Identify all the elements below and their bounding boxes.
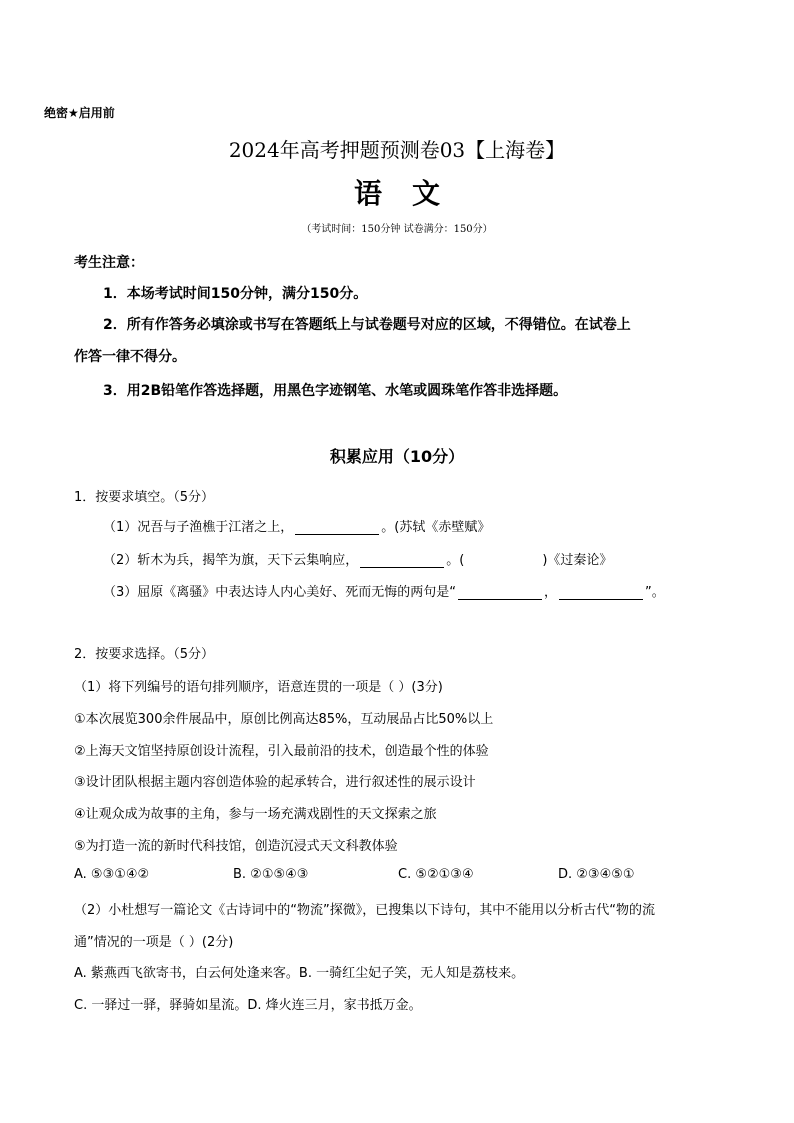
q2-sub1: （1）将下列编号的语句排列顺序，语意连贯的一项是（ ）(3分) (74, 680, 443, 695)
q1-sub2-pre: （2）斩木为兵，揭竿为旗，天下云集响应， (103, 553, 359, 568)
q2-option-b[interactable]: B. ②①⑤④③ (233, 867, 309, 882)
q1-sub1 (103, 516, 490, 535)
q2-sub2: （2）小杜想写一篇论文《古诗词中的“物流”探微》，已搜集以下诗句，其中不能用以分析古代“物的流 (74, 903, 655, 918)
q1-stem: 1．按要求填空。（5分） (74, 490, 215, 505)
q2-line-1: ①本次展览300余件展品中，原创比例高达85%，互动展品占比50%以上 (74, 712, 494, 727)
q1-sub2-mid: 。( (446, 553, 465, 568)
q1-sub2 (103, 549, 612, 568)
notice-heading: 考生注意： (74, 255, 144, 271)
answer-blank[interactable] (360, 554, 444, 568)
q2-line-2: ②上海天文馆坚持原创设计流程，引入最前沿的技术，创造最个性的体验 (74, 744, 489, 759)
q2-sub2-options-row1[interactable]: A. 紫燕西飞欲寄书，白云何处逢来客。B. 一骑红尘妃子笑，无人知是荔枝来。 (74, 966, 525, 981)
q2-stem: 2．按要求选择。（5分） (74, 647, 215, 662)
q2-line-5: ⑤为打造一流的新时代科技馆，创造沉浸式天文科教体验 (74, 839, 398, 854)
q2-sub2-cont: 通”情况的一项是（ ）(2分) (74, 935, 234, 950)
q1-sub3-mid: ， (544, 585, 558, 600)
answer-blank[interactable] (295, 521, 379, 535)
section-title: 积累应用（10分） (329, 447, 465, 466)
q1-sub3-pre: （3）屈原《离骚》中表达诗人内心美好、死而无悔的两句是“ (103, 585, 457, 600)
q2-option-c[interactable]: C. ⑤②①③④ (398, 867, 474, 882)
q2-option-a[interactable]: A. ⑤③①④② (74, 867, 150, 882)
notice-item-3: 3．用2B铅笔作答选择题，用黑色字迹钢笔、水笔或圆珠笔作答非选择题。 (103, 383, 568, 399)
notice-item-2-cont: 作答一律不得分。 (74, 349, 186, 365)
confidential-label: 绝密★启用前 (44, 106, 115, 120)
q2-line-3: ③设计团队根据主题内容创造体验的起承转合，进行叙述性的展示设计 (74, 775, 476, 790)
notice-item-2: 2．所有作答务必填涂或书写在答题纸上与试卷题号对应的区域，不得错位。在试卷上 (103, 317, 631, 333)
answer-blank[interactable] (458, 586, 542, 600)
subject-title: 语文 (353, 177, 470, 210)
exam-meta: （考试时间：150分钟 试卷满分：150分） (301, 224, 493, 235)
q2-sub2-options-row2[interactable]: C. 一驿过一驿，驿骑如星流。D. 烽火连三月，家书抵万金。 (74, 998, 422, 1013)
q1-sub1-post: 。(苏轼《赤壁赋》 (381, 520, 491, 535)
exam-title: 2024年高考押题预测卷03【上海卷】 (228, 138, 566, 162)
q1-sub1-pre: （1）况吾与子渔樵于江渚之上， (103, 520, 294, 535)
q2-line-4: ④让观众成为故事的主角，参与一场充满戏剧性的天文探索之旅 (74, 807, 437, 822)
notice-item-1: 1．本场考试时间150分钟，满分150分。 (103, 286, 368, 302)
q1-sub3 (103, 581, 665, 600)
q2-option-d[interactable]: D. ②③④⑤① (558, 867, 635, 882)
answer-blank[interactable] (559, 586, 643, 600)
q1-sub3-post: ”。 (645, 585, 665, 600)
q1-sub2-post: )《过秦论》 (542, 553, 613, 568)
